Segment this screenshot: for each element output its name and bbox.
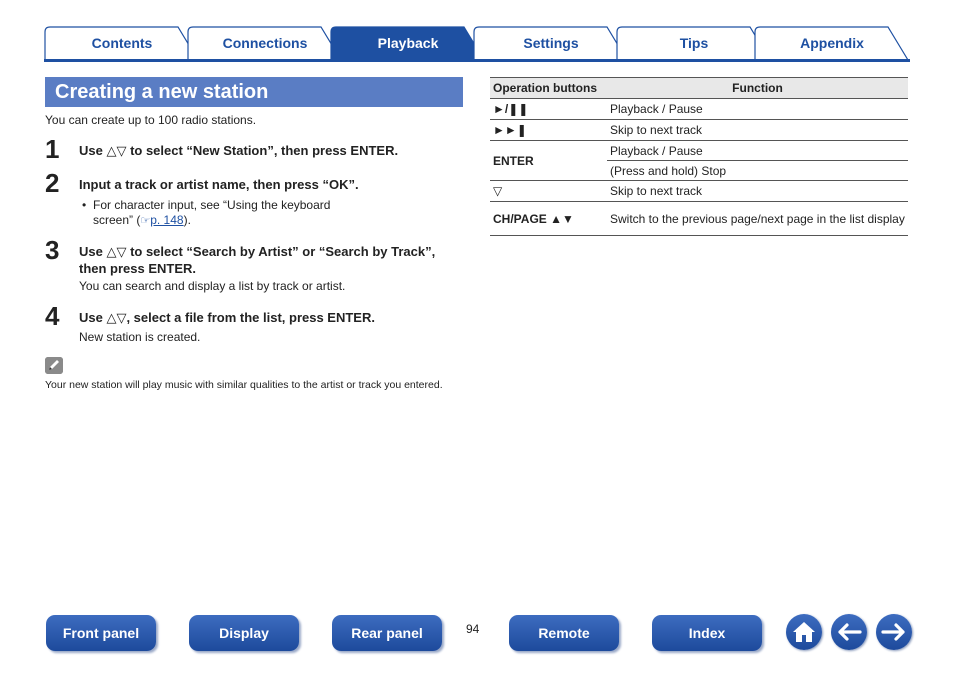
function-cell: Playback / Pause [607,99,908,120]
bullet-text-cont: screen” ( [93,213,141,227]
bullet-dot: • [82,198,87,212]
tab-label: Appendix [800,35,864,51]
tab-tips[interactable] [616,26,772,60]
page-ref-icon: ☞ [140,215,151,227]
display-button[interactable]: Display [189,615,299,651]
step-number: 3 [45,235,60,265]
pencil-note-icon [45,357,63,374]
page-number: 94 [466,622,480,636]
bullet-text: For character input, see “Using the keyboard [93,198,331,212]
tab-label: Connections [222,35,308,51]
header-function: Function [607,78,908,99]
tab-label: Settings [523,35,579,51]
home-button[interactable] [786,614,822,650]
index-button[interactable]: Index [652,615,762,651]
step-bullet [82,198,393,229]
tab-underline [44,59,910,62]
step-subtext: New station is created. [79,330,201,344]
tab-label: Contents [91,35,153,51]
table-row [490,202,908,236]
function-cell: Skip to next track [607,181,908,202]
home-icon [791,620,817,644]
tab-connections[interactable] [187,26,343,60]
tab-settings[interactable] [473,26,629,60]
arrow-right-icon [881,622,907,642]
remote-button[interactable]: Remote [509,615,619,651]
back-button[interactable] [831,614,867,650]
tab-appendix[interactable] [754,26,910,60]
button-cell: ENTER [490,141,607,181]
tab-playback[interactable] [330,26,486,60]
tab-bar [44,26,910,62]
function-cell: Playback / Pause [607,141,908,161]
skip-next-icon: ►►❚ [490,120,607,141]
rear-panel-button[interactable]: Rear panel [332,615,442,651]
pencil-icon [45,357,63,374]
step-subtext: You can search and display a list by track or artist. [79,279,346,293]
step-number: 2 [45,168,60,198]
tab-contents[interactable] [44,26,200,60]
intro-text: You can create up to 100 radio stations. [45,113,257,127]
section-title: Creating a new station [45,77,463,107]
note-text: Your new station will play music with similar qualities to the artist or track you entered. [45,379,443,391]
arrow-left-icon [836,622,862,642]
down-triangle-icon: ▽ [490,181,607,202]
play-pause-icon: ►/❚❚ [490,99,607,120]
page-ref-link[interactable]: p. 148 [150,213,184,227]
table-row [490,181,908,202]
header-buttons: Operation buttons [490,78,607,99]
operation-table [490,77,908,236]
table-row [490,99,908,120]
tab-label: Tips [679,35,709,51]
step-text: Use △▽ to select “Search by Artist” or “Search by Track”, then press ENTER. [79,244,436,276]
step-text: Use △▽ to select “New Station”, then press ENTER. [79,143,399,158]
function-cell: Switch to the previous page/next page in the list display [607,202,908,236]
bullet-end: ). [183,213,191,227]
step-text: Input a track or artist name, then press “OK”. [79,177,359,192]
front-panel-button[interactable]: Front panel [46,615,156,651]
button-cell: CH/PAGE ▲▼ [490,202,607,236]
forward-button[interactable] [876,614,912,650]
table-row [490,141,908,161]
table-header-row [490,78,908,99]
table-row [490,120,908,141]
step-number: 1 [45,134,60,164]
step-text: Use △▽, select a file from the list, press ENTER. [79,310,375,325]
step-number: 4 [45,301,60,331]
function-cell: Skip to next track [607,120,908,141]
function-cell: (Press and hold) Stop [607,161,908,181]
tab-label: Playback [377,35,439,51]
